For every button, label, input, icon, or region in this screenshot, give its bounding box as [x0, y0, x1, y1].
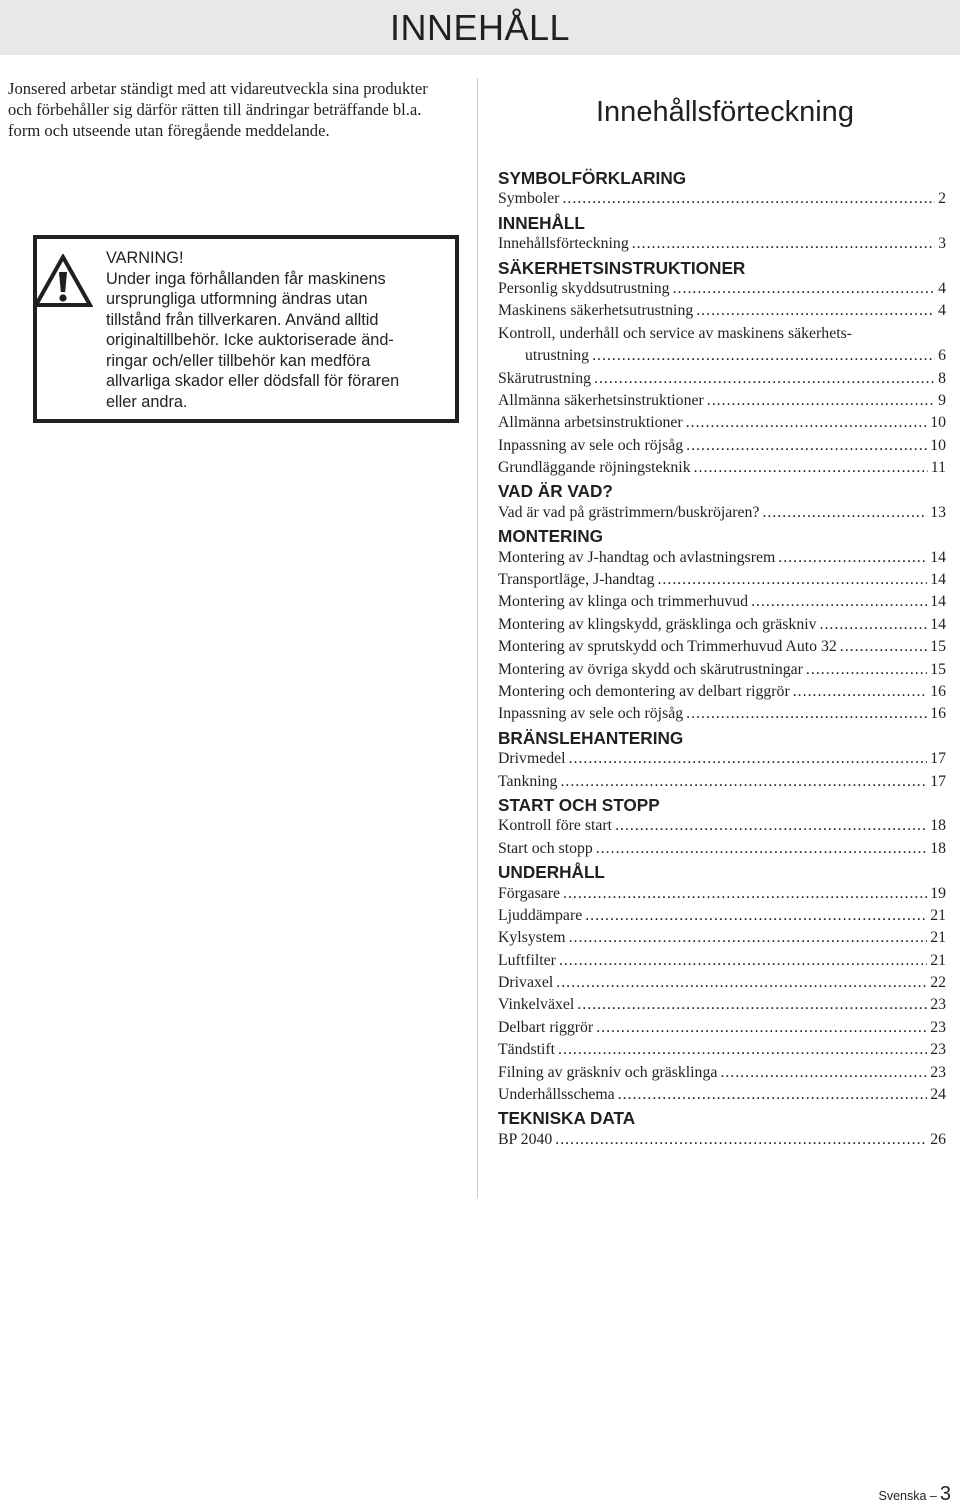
table-of-contents [498, 166, 946, 1151]
toc-page-number: 14 [930, 615, 946, 633]
toc-page-number: 6 [938, 347, 946, 365]
toc-page-number: 2 [938, 190, 946, 208]
toc-dot-leader [696, 300, 935, 322]
warning-line: allvarliga skador eller dödsfall för föraren [106, 372, 400, 390]
column-divider [477, 78, 478, 1198]
toc-entry-text: Montering av klingskydd, gräsklinga och gräskniv [498, 615, 817, 633]
toc-dot-leader [592, 345, 935, 367]
toc-entry [498, 233, 946, 255]
toc-entry [498, 1084, 946, 1106]
toc-entry-text: Underhållsschema [498, 1086, 615, 1104]
toc-entry-text: Filning av gräskniv och gräsklinga [498, 1063, 718, 1081]
toc-dot-leader [762, 502, 927, 524]
warning-line: originaltillbehör. Icke auktoriserade änd- [106, 331, 394, 349]
toc-entry [498, 614, 946, 636]
toc-page-number: 23 [930, 1063, 946, 1081]
toc-entry [498, 300, 946, 322]
toc-entry [498, 927, 946, 949]
toc-entry [498, 1017, 946, 1039]
toc-dot-leader [569, 927, 928, 949]
toc-dot-leader [694, 457, 928, 479]
toc-page-number: 13 [930, 503, 946, 521]
toc-entry-text: Kylsystem [498, 929, 566, 947]
toc-dot-leader [560, 771, 927, 793]
toc-entry [498, 188, 946, 210]
toc-entry [498, 390, 946, 412]
toc-entry [498, 659, 946, 681]
toc-page-number: 18 [930, 839, 946, 857]
page-footer [879, 1483, 952, 1506]
toc-page-number: 17 [930, 750, 946, 768]
toc-entry-text: Montering av sprutskydd och Trimmerhuvud Auto 32 [498, 638, 837, 656]
toc-entry-text: Drivaxel [498, 974, 554, 992]
toc-entry [498, 681, 946, 703]
warning-triangle-icon [33, 254, 93, 308]
toc-dot-leader [577, 994, 927, 1016]
toc-dot-leader [596, 1017, 927, 1039]
toc-entry-text: Allmänna säkerhetsinstruktioner [498, 391, 704, 409]
toc-entry-text: Personlig skyddsutrustning [498, 279, 670, 297]
toc-entry-text: Transportläge, J-handtag [498, 571, 655, 589]
toc-entry-text: Kontroll före start [498, 817, 613, 835]
intro-line: form och utseende utan föregående meddelande. [8, 121, 330, 140]
toc-dot-leader [585, 905, 927, 927]
toc-entry [498, 950, 946, 972]
toc-section-heading: MONTERING [498, 526, 604, 547]
toc-page-number: 22 [930, 974, 946, 992]
toc-section-heading: BRÄNSLEHANTERING [498, 727, 684, 748]
toc-dot-leader [632, 233, 935, 255]
toc-entry [498, 748, 946, 770]
toc-page-number: 17 [930, 772, 946, 790]
warning-box [33, 235, 459, 423]
toc-entry [498, 1129, 946, 1151]
toc-entry-text: utrustning [525, 347, 590, 365]
toc-entry-text: Montering av övriga skydd och skärutrustningar [498, 660, 803, 678]
toc-entry-text: Drivmedel [498, 750, 566, 768]
toc-dot-leader [615, 815, 927, 837]
toc-page-number: 14 [930, 571, 946, 589]
toc-page-number: 21 [930, 929, 946, 947]
toc-section-heading: SYMBOLFÖRKLARING [498, 168, 687, 188]
toc-entry [498, 412, 946, 434]
toc-entry-text: Delbart riggrör [498, 1018, 594, 1036]
toc-dot-leader [820, 614, 928, 636]
toc-page-number: 23 [930, 1018, 946, 1036]
toc-dot-leader [559, 950, 927, 972]
toc-page-number: 16 [930, 682, 946, 700]
toc-page-number: 19 [930, 884, 946, 902]
warning-line: Under inga förhållanden får maskinens [106, 269, 386, 288]
toc-dot-leader [707, 390, 935, 412]
toc-entry-text: Kontroll, underhåll och service av maskinens säkerhets- [498, 324, 853, 342]
toc-entry-text: Allmänna arbetsinstruktioner [498, 414, 683, 432]
toc-entry-text: Montering av klinga och trimmerhuvud [498, 593, 749, 611]
footer-page-number: 3 [939, 1483, 951, 1505]
toc-entry [498, 703, 946, 725]
warning-text [106, 248, 446, 412]
toc-entry [498, 905, 946, 927]
toc-dot-leader [686, 435, 927, 457]
toc-entry-text: Innehållsförteckning [498, 235, 629, 253]
warning-heading: VARNING! [106, 249, 184, 267]
toc-entry-text: Tändstift [498, 1041, 556, 1059]
toc-entry [498, 838, 946, 860]
toc-entry [498, 1062, 946, 1084]
toc-entry-text: Montering och demontering av delbart riggrör [498, 682, 790, 700]
toc-page-number: 3 [938, 235, 946, 253]
toc-entry-text: Inpassning av sele och röjsåg [498, 436, 684, 454]
toc-entry-text: Symboler [498, 190, 560, 208]
toc-section-heading: TEKNISKA DATA [498, 1108, 636, 1129]
toc-dot-leader [558, 1039, 927, 1061]
toc-page-number: 21 [930, 951, 946, 969]
toc-dot-leader [555, 1129, 927, 1151]
toc-entry [498, 591, 946, 613]
toc-dot-leader [569, 748, 928, 770]
toc-section-heading: SÄKERHETSINSTRUKTIONER [498, 257, 746, 278]
toc-dot-leader [556, 972, 927, 994]
toc-entry [498, 815, 946, 837]
toc-entry-text: Start och stopp [498, 839, 593, 857]
toc-entry [498, 1039, 946, 1061]
toc-section-heading: UNDERHÅLL [498, 862, 605, 883]
toc-entry [498, 994, 946, 1016]
page-title: INNEHÅLL [389, 7, 571, 48]
toc-entry-text: Förgasare [498, 884, 560, 902]
toc-page-number: 23 [930, 1041, 946, 1059]
toc-dot-leader [778, 547, 927, 569]
toc-entry [498, 636, 946, 658]
toc-dot-leader [686, 703, 927, 725]
toc-page-number: 21 [930, 906, 946, 924]
toc-section-heading: START OCH STOPP [498, 794, 660, 815]
toc-entry [498, 883, 946, 905]
toc-page-number: 10 [930, 414, 946, 432]
intro-line: och förbehåller sig därför rätten till ändringar beträffande bl.a. [8, 100, 422, 119]
toc-entry-text: Maskinens säkerhetsutrustning [498, 302, 694, 320]
toc-entry [498, 368, 946, 390]
toc-page-number: 18 [930, 817, 946, 835]
warning-line: eller andra. [106, 392, 188, 411]
toc-dot-leader [751, 591, 927, 613]
toc-dot-leader [793, 681, 927, 703]
toc-page-number: 15 [930, 638, 946, 656]
toc-dot-leader [618, 1084, 928, 1106]
toc-section-heading: INNEHÅLL [498, 212, 585, 233]
toc-page-number: 26 [930, 1130, 946, 1148]
toc-entry-text: Vinkelväxel [498, 996, 575, 1014]
toc-entry [498, 502, 946, 524]
toc-entry [498, 972, 946, 994]
toc-entry-text: Vad är vad på grästrimmern/buskröjaren? [498, 503, 760, 521]
toc-entry [498, 457, 946, 479]
toc-entry-text: Montering av J-handtag och avlastningsrem [498, 548, 776, 566]
toc-entry-text: Inpassning av sele och röjsåg [498, 705, 684, 723]
toc-page-number: 4 [938, 279, 946, 297]
toc-dot-leader [562, 188, 935, 210]
intro-line: Jonsered arbetar ständigt med att vidareutveckla sina produkter [8, 79, 428, 98]
toc-title: Innehållsförteckning [596, 96, 854, 128]
toc-entry-text: BP 2040 [498, 1130, 553, 1148]
toc-page-number: 14 [930, 548, 946, 566]
toc-page-number: 4 [938, 302, 946, 320]
toc-entry [498, 345, 946, 367]
toc-page-number: 9 [938, 391, 946, 409]
toc-dot-leader [806, 659, 927, 681]
toc-page-number: 8 [938, 369, 946, 387]
toc-dot-leader [673, 278, 936, 300]
toc-page-number: 11 [930, 459, 946, 477]
toc-entry-text: Skärutrustning [498, 369, 592, 387]
toc-page-number: 10 [930, 436, 946, 454]
toc-dot-leader [594, 368, 935, 390]
toc-page-number: 23 [930, 996, 946, 1014]
toc-dot-leader [563, 883, 927, 905]
toc-dot-leader [657, 569, 927, 591]
toc-dot-leader [596, 838, 927, 860]
toc-dot-leader [720, 1062, 927, 1084]
toc-page-number: 14 [930, 593, 946, 611]
toc-entry [498, 547, 946, 569]
toc-page-number: 24 [930, 1086, 946, 1104]
toc-entry-text: Tankning [498, 772, 558, 790]
toc-dot-leader [686, 412, 928, 434]
footer-language: Svenska – [878, 1489, 937, 1503]
warning-line: ursprungliga utformning ändras utan [106, 290, 368, 308]
warning-line: ringar och/eller tillbehör kan medföra [106, 351, 371, 370]
toc-dot-leader [840, 636, 927, 658]
toc-entry [498, 278, 946, 300]
toc-page-number: 15 [930, 660, 946, 678]
toc-entry-text: Luftfilter [498, 951, 556, 969]
toc-page-number: 16 [930, 705, 946, 723]
toc-entry-text: Ljuddämpare [498, 906, 583, 924]
intro-text [8, 78, 468, 141]
toc-entry [498, 569, 946, 591]
toc-section-heading: VAD ÄR VAD? [498, 481, 613, 502]
warning-line: tillstånd från tillverkaren. Använd alltid [106, 310, 379, 329]
toc-entry [498, 771, 946, 793]
toc-entry [498, 435, 946, 457]
toc-entry-text: Grundläggande röjningsteknik [498, 459, 691, 477]
